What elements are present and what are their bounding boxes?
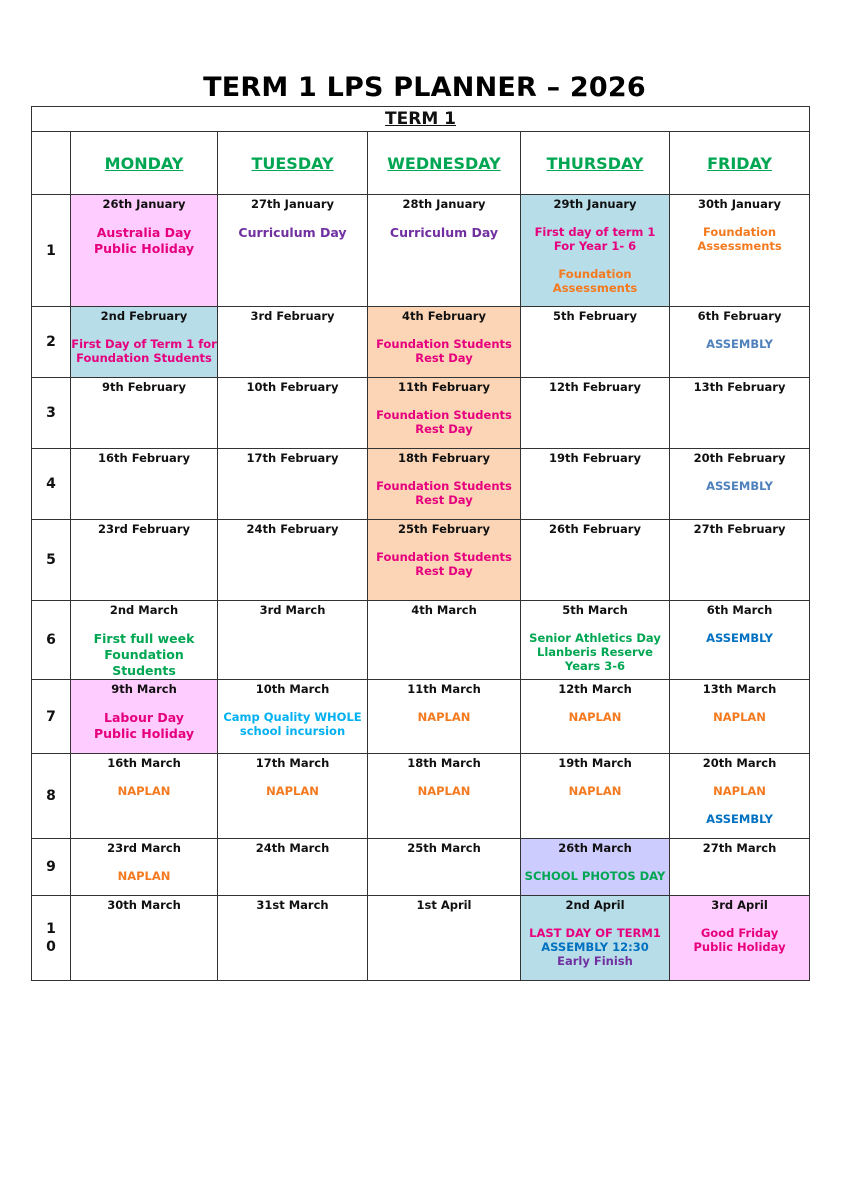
cell-event: NAPLAN xyxy=(117,869,171,883)
day-cell-monday xyxy=(71,839,218,896)
cell-event: Foundation Students Rest Day xyxy=(376,408,512,436)
day-cell-wednesday xyxy=(368,307,521,378)
cell-date: 16th March xyxy=(107,756,181,770)
week-row xyxy=(32,680,810,754)
week-row xyxy=(32,839,810,896)
cell-date: 11th February xyxy=(398,380,490,394)
cell-date: 6th March xyxy=(706,603,773,617)
cell-date: 4th February xyxy=(402,309,486,323)
cell-event: Foundation Assessments xyxy=(552,267,638,295)
planner-table xyxy=(31,106,810,981)
day-cell-friday xyxy=(670,839,810,896)
cell-date: 20th March xyxy=(702,756,777,770)
day-cell-friday xyxy=(670,601,810,680)
day-cell-monday xyxy=(71,601,218,680)
day-cell-monday xyxy=(71,307,218,378)
cell-date: 25th March xyxy=(407,841,481,855)
day-cell-wednesday xyxy=(368,520,521,601)
day-cell-friday xyxy=(670,520,810,601)
day-cell-wednesday xyxy=(368,839,521,896)
cell-date: 4th March xyxy=(411,603,477,617)
week-row xyxy=(32,754,810,839)
week-number: 6 xyxy=(32,601,71,680)
day-cell-wednesday xyxy=(368,601,521,680)
day-cell-friday xyxy=(670,195,810,307)
week-row xyxy=(32,307,810,378)
day-cell-thursday xyxy=(521,195,670,307)
cell-event: Curriculum Day xyxy=(238,225,347,240)
cell-event: First full week Foundation Students xyxy=(93,631,195,678)
day-cell-tuesday xyxy=(218,754,368,839)
week-number: 7 xyxy=(32,680,71,754)
cell-event: ASSEMBLY xyxy=(706,812,773,826)
cell-date: 2nd April xyxy=(565,898,625,912)
day-cell-wednesday xyxy=(368,896,521,981)
cell-event: NAPLAN xyxy=(117,784,171,798)
day-cell-tuesday xyxy=(218,449,368,520)
week-number: 2 xyxy=(32,307,71,378)
cell-date: 12th February xyxy=(549,380,641,394)
week-number: 8 xyxy=(32,754,71,839)
week-row xyxy=(32,896,810,981)
day-cell-wednesday xyxy=(368,195,521,307)
day-cell-thursday xyxy=(521,680,670,754)
day-cell-thursday xyxy=(521,378,670,449)
cell-date: 28th January xyxy=(402,197,486,211)
cell-event: Foundation Assessments xyxy=(697,225,782,253)
cell-date: 13th February xyxy=(693,380,786,394)
cell-date: 6th February xyxy=(697,309,782,323)
week-number: 4 xyxy=(32,449,71,520)
day-cell-thursday xyxy=(521,520,670,601)
cell-date: 12th March xyxy=(558,682,632,696)
cell-date: 13th March xyxy=(702,682,777,696)
cell-event: SCHOOL PHOTOS DAY xyxy=(524,869,666,883)
cell-date: 31st March xyxy=(256,898,329,912)
day-cell-wednesday xyxy=(368,449,521,520)
cell-date: 3rd February xyxy=(250,309,335,323)
cell-date: 1st April xyxy=(416,898,472,912)
day-cell-tuesday xyxy=(218,520,368,601)
cell-event: NAPLAN xyxy=(417,784,471,798)
cell-date: 26th March xyxy=(558,841,632,855)
cell-date: 3rd March xyxy=(259,603,326,617)
cell-event: Senior Athletics Day Llanberis Reserve Years 3-6 xyxy=(529,631,661,673)
cell-event: ASSEMBLY 12:30 xyxy=(541,940,649,954)
week-number: 5 xyxy=(32,520,71,601)
day-cell-monday xyxy=(71,195,218,307)
day-header-friday: FRIDAY xyxy=(670,132,810,195)
day-cell-friday xyxy=(670,896,810,981)
day-cell-thursday xyxy=(521,896,670,981)
day-header-thursday: THURSDAY xyxy=(521,132,670,195)
cell-date: 9th February xyxy=(102,380,186,394)
day-cell-wednesday xyxy=(368,378,521,449)
day-cell-friday xyxy=(670,680,810,754)
cell-event: NAPLAN xyxy=(568,710,622,724)
cell-date: 5th March xyxy=(562,603,628,617)
day-cell-wednesday xyxy=(368,754,521,839)
day-cell-tuesday xyxy=(218,896,368,981)
week-number: 1 xyxy=(32,195,71,307)
cell-event: Camp Quality WHOLE school incursion xyxy=(223,710,362,738)
day-cell-wednesday xyxy=(368,680,521,754)
cell-date: 23rd February xyxy=(97,522,191,536)
cell-date: 24th March xyxy=(255,841,330,855)
cell-event: NAPLAN xyxy=(568,784,622,798)
week-number: 3 xyxy=(32,378,71,449)
cell-date: 20th February xyxy=(693,451,786,465)
cell-event: First Day of Term 1 for Foundation Students xyxy=(71,337,217,365)
page-title: TERM 1 LPS PLANNER – 2026 xyxy=(203,72,646,103)
day-cell-monday xyxy=(71,754,218,839)
day-header-row xyxy=(32,132,810,195)
cell-event: Foundation Students Rest Day xyxy=(376,550,512,578)
cell-event: ASSEMBLY xyxy=(706,631,773,645)
day-cell-friday xyxy=(670,378,810,449)
cell-date: 27th February xyxy=(693,522,786,536)
week-row xyxy=(32,378,810,449)
day-header-wednesday: WEDNESDAY xyxy=(368,132,521,195)
day-cell-monday xyxy=(71,449,218,520)
cell-date: 9th March xyxy=(111,682,177,696)
cell-date: 11th March xyxy=(407,682,481,696)
cell-date: 30th January xyxy=(698,197,782,211)
cell-date: 24th February xyxy=(246,522,339,536)
cell-date: 30th March xyxy=(107,898,181,912)
day-cell-tuesday xyxy=(218,307,368,378)
cell-date: 10th March xyxy=(255,682,330,696)
day-cell-thursday xyxy=(521,307,670,378)
cell-event: Australia Day Public Holiday xyxy=(93,225,195,256)
week-row xyxy=(32,449,810,520)
cell-event: NAPLAN xyxy=(713,710,766,724)
term-heading: TERM 1 xyxy=(32,107,810,132)
cell-date: 2nd March xyxy=(109,603,179,617)
day-cell-thursday xyxy=(521,839,670,896)
cell-event: Early Finish xyxy=(557,954,633,968)
cell-event: Foundation Students Rest Day xyxy=(376,479,512,507)
cell-event: Good Friday Public Holiday xyxy=(693,926,786,954)
cell-date: 26th January xyxy=(102,197,186,211)
cell-date: 25th February xyxy=(398,522,490,536)
cell-event: ASSEMBLY xyxy=(706,479,773,493)
day-cell-friday xyxy=(670,449,810,520)
day-cell-tuesday xyxy=(218,680,368,754)
cell-date: 5th February xyxy=(553,309,637,323)
day-cell-tuesday xyxy=(218,601,368,680)
cell-date: 18th February xyxy=(398,451,490,465)
week-number: 9 xyxy=(32,839,71,896)
day-cell-monday xyxy=(71,896,218,981)
day-cell-tuesday xyxy=(218,378,368,449)
day-cell-monday xyxy=(71,520,218,601)
cell-date: 27th March xyxy=(702,841,777,855)
day-cell-friday xyxy=(670,754,810,839)
week-number: 1 0 xyxy=(32,896,71,981)
day-cell-tuesday xyxy=(218,839,368,896)
cell-date: 2nd February xyxy=(100,309,188,323)
cell-event: Labour Day Public Holiday xyxy=(93,710,195,741)
cell-event: NAPLAN xyxy=(417,710,471,724)
week-row xyxy=(32,601,810,680)
cell-date: 26th February xyxy=(549,522,641,536)
cell-date: 19th March xyxy=(558,756,632,770)
day-cell-friday xyxy=(670,307,810,378)
cell-event: First day of term 1 For Year 1- 6 xyxy=(534,225,656,253)
week-row xyxy=(32,195,810,307)
day-header-monday: MONDAY xyxy=(71,132,218,195)
week-row xyxy=(32,520,810,601)
day-cell-thursday xyxy=(521,449,670,520)
day-cell-tuesday xyxy=(218,195,368,307)
cell-date: 16th February xyxy=(98,451,190,465)
cell-date: 17th February xyxy=(246,451,339,465)
cell-date: 3rd April xyxy=(711,898,768,912)
cell-event: NAPLAN xyxy=(266,784,319,798)
cell-date: 27th January xyxy=(250,197,335,211)
day-cell-thursday xyxy=(521,601,670,680)
cell-date: 23rd March xyxy=(107,841,181,855)
cell-date: 18th March xyxy=(407,756,481,770)
week-column-header xyxy=(32,132,71,195)
cell-date: 19th February xyxy=(549,451,641,465)
day-header-tuesday: TUESDAY xyxy=(218,132,368,195)
cell-date: 10th February xyxy=(246,380,339,394)
day-cell-monday xyxy=(71,680,218,754)
cell-event: Curriculum Day xyxy=(389,225,499,240)
day-cell-monday xyxy=(71,378,218,449)
cell-event: Foundation Students Rest Day xyxy=(376,337,512,365)
day-cell-thursday xyxy=(521,754,670,839)
cell-event: ASSEMBLY xyxy=(706,337,773,351)
cell-event: LAST DAY OF TERM1 xyxy=(529,926,661,940)
cell-date: 17th March xyxy=(255,756,330,770)
cell-event: NAPLAN xyxy=(713,784,766,798)
cell-date: 29th January xyxy=(553,197,637,211)
